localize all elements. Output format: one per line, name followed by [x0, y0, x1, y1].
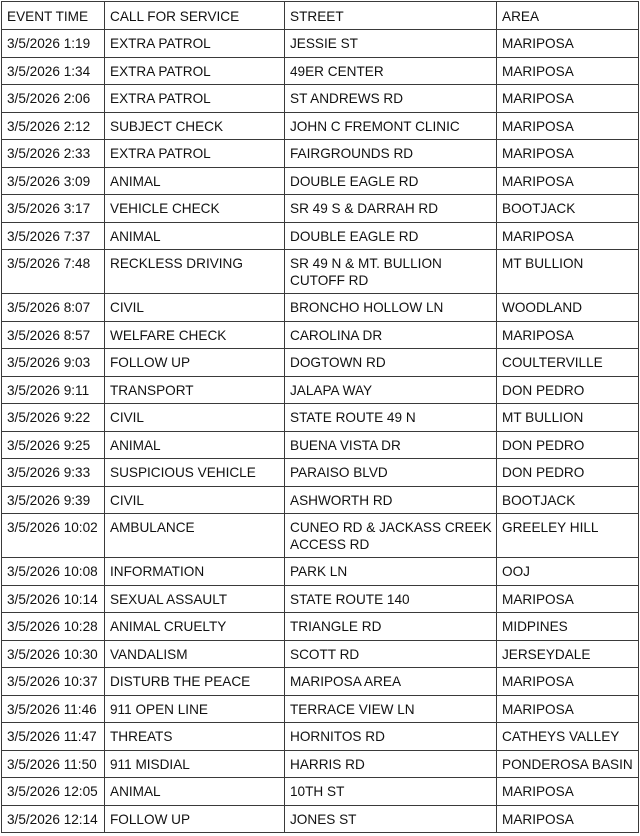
event-time-cell: 3/5/2026 9:25: [2, 431, 105, 459]
call-for-service-cell: ANIMAL: [105, 222, 285, 250]
street-cell: 49ER CENTER: [285, 57, 497, 85]
area-cell: PONDEROSA BASIN: [497, 750, 639, 778]
street-cell: CUNEO RD & JACKASS CREEK ACCESS RD: [285, 514, 497, 558]
call-for-service-cell: WELFARE CHECK: [105, 321, 285, 349]
table-row: [2, 459, 639, 487]
area-cell: COULTERVILLE: [497, 349, 639, 377]
street-cell: JESSIE ST: [285, 30, 497, 58]
call-for-service-cell: RECKLESS DRIVING: [105, 250, 285, 294]
street-cell: CAROLINA DR: [285, 321, 497, 349]
street-cell: TRIANGLE RD: [285, 613, 497, 641]
call-for-service-cell: EXTRA PATROL: [105, 30, 285, 58]
event-time-cell: 3/5/2026 10:28: [2, 613, 105, 641]
area-cell: MARIPOSA: [497, 585, 639, 613]
call-log-table: [1, 1, 639, 833]
header-street: STREET: [285, 2, 497, 30]
event-time-cell: 3/5/2026 1:34: [2, 57, 105, 85]
street-cell: SR 49 S & DARRAH RD: [285, 195, 497, 223]
event-time-cell: 3/5/2026 9:22: [2, 404, 105, 432]
area-cell: GREELEY HILL: [497, 514, 639, 558]
call-for-service-cell: ANIMAL: [105, 431, 285, 459]
street-cell: PARAISO BLVD: [285, 459, 497, 487]
table-row: [2, 613, 639, 641]
call-for-service-cell: 911 OPEN LINE: [105, 695, 285, 723]
area-cell: MARIPOSA: [497, 805, 639, 833]
area-cell: MARIPOSA: [497, 668, 639, 696]
table-row: [2, 668, 639, 696]
call-for-service-cell: SEXUAL ASSAULT: [105, 585, 285, 613]
table-row: [2, 349, 639, 377]
area-cell: OOJ: [497, 558, 639, 586]
table-row: [2, 30, 639, 58]
table-row: [2, 376, 639, 404]
area-cell: MIDPINES: [497, 613, 639, 641]
event-time-cell: 3/5/2026 10:14: [2, 585, 105, 613]
table-header: [2, 2, 639, 30]
call-for-service-cell: VANDALISM: [105, 640, 285, 668]
street-cell: ST ANDREWS RD: [285, 85, 497, 113]
street-cell: STATE ROUTE 49 N: [285, 404, 497, 432]
area-cell: JERSEYDALE: [497, 640, 639, 668]
street-cell: SCOTT RD: [285, 640, 497, 668]
area-cell: MARIPOSA: [497, 778, 639, 806]
table-row: [2, 778, 639, 806]
area-cell: MARIPOSA: [497, 321, 639, 349]
event-time-cell: 3/5/2026 7:48: [2, 250, 105, 294]
call-for-service-cell: EXTRA PATROL: [105, 140, 285, 168]
event-time-cell: 3/5/2026 12:05: [2, 778, 105, 806]
call-for-service-cell: 911 MISDIAL: [105, 750, 285, 778]
area-cell: WOODLAND: [497, 294, 639, 322]
table-row: [2, 195, 639, 223]
call-for-service-cell: FOLLOW UP: [105, 805, 285, 833]
event-time-cell: 3/5/2026 3:09: [2, 167, 105, 195]
event-time-cell: 3/5/2026 8:07: [2, 294, 105, 322]
call-for-service-cell: ANIMAL: [105, 778, 285, 806]
call-for-service-cell: SUBJECT CHECK: [105, 112, 285, 140]
call-for-service-cell: ANIMAL CRUELTY: [105, 613, 285, 641]
header-row: [2, 2, 639, 30]
street-cell: STATE ROUTE 140: [285, 585, 497, 613]
event-time-cell: 3/5/2026 10:37: [2, 668, 105, 696]
street-cell: JALAPA WAY: [285, 376, 497, 404]
table-row: [2, 404, 639, 432]
street-cell: HARRIS RD: [285, 750, 497, 778]
call-for-service-cell: VEHICLE CHECK: [105, 195, 285, 223]
call-for-service-cell: CIVIL: [105, 486, 285, 514]
event-time-cell: 3/5/2026 3:17: [2, 195, 105, 223]
area-cell: CATHEYS VALLEY: [497, 723, 639, 751]
area-cell: MT BULLION: [497, 250, 639, 294]
table-row: [2, 222, 639, 250]
area-cell: MARIPOSA: [497, 85, 639, 113]
event-time-cell: 3/5/2026 11:47: [2, 723, 105, 751]
header-event-time: EVENT TIME: [2, 2, 105, 30]
area-cell: MARIPOSA: [497, 140, 639, 168]
street-cell: DOGTOWN RD: [285, 349, 497, 377]
event-time-cell: 3/5/2026 11:46: [2, 695, 105, 723]
event-time-cell: 3/5/2026 10:02: [2, 514, 105, 558]
street-cell: PARK LN: [285, 558, 497, 586]
call-for-service-cell: INFORMATION: [105, 558, 285, 586]
street-cell: BUENA VISTA DR: [285, 431, 497, 459]
area-cell: MARIPOSA: [497, 30, 639, 58]
event-time-cell: 3/5/2026 7:37: [2, 222, 105, 250]
area-cell: MT BULLION: [497, 404, 639, 432]
area-cell: BOOTJACK: [497, 195, 639, 223]
table-row: [2, 250, 639, 294]
area-cell: MARIPOSA: [497, 112, 639, 140]
call-for-service-cell: ANIMAL: [105, 167, 285, 195]
event-time-cell: 3/5/2026 10:30: [2, 640, 105, 668]
street-cell: JONES ST: [285, 805, 497, 833]
header-area: AREA: [497, 2, 639, 30]
street-cell: ASHWORTH RD: [285, 486, 497, 514]
table-row: [2, 805, 639, 833]
table-row: [2, 294, 639, 322]
area-cell: DON PEDRO: [497, 431, 639, 459]
header-call-for-service: CALL FOR SERVICE: [105, 2, 285, 30]
call-for-service-cell: CIVIL: [105, 404, 285, 432]
call-for-service-cell: TRANSPORT: [105, 376, 285, 404]
table-row: [2, 112, 639, 140]
area-cell: DON PEDRO: [497, 459, 639, 487]
street-cell: FAIRGROUNDS RD: [285, 140, 497, 168]
street-cell: MARIPOSA AREA: [285, 668, 497, 696]
street-cell: DOUBLE EAGLE RD: [285, 222, 497, 250]
table-row: [2, 695, 639, 723]
table-row: [2, 167, 639, 195]
call-for-service-cell: FOLLOW UP: [105, 349, 285, 377]
event-time-cell: 3/5/2026 2:33: [2, 140, 105, 168]
table-row: [2, 514, 639, 558]
table-row: [2, 486, 639, 514]
street-cell: 10TH ST: [285, 778, 497, 806]
event-time-cell: 3/5/2026 12:14: [2, 805, 105, 833]
table-row: [2, 750, 639, 778]
call-for-service-cell: DISTURB THE PEACE: [105, 668, 285, 696]
area-cell: MARIPOSA: [497, 222, 639, 250]
table-row: [2, 140, 639, 168]
street-cell: BRONCHO HOLLOW LN: [285, 294, 497, 322]
area-cell: MARIPOSA: [497, 167, 639, 195]
event-time-cell: 3/5/2026 9:39: [2, 486, 105, 514]
event-time-cell: 3/5/2026 2:06: [2, 85, 105, 113]
table-row: [2, 57, 639, 85]
table-row: [2, 585, 639, 613]
street-cell: DOUBLE EAGLE RD: [285, 167, 497, 195]
street-cell: JOHN C FREMONT CLINIC: [285, 112, 497, 140]
table-row: [2, 85, 639, 113]
event-time-cell: 3/5/2026 11:50: [2, 750, 105, 778]
event-time-cell: 3/5/2026 9:11: [2, 376, 105, 404]
call-for-service-cell: CIVIL: [105, 294, 285, 322]
table-body: [2, 30, 639, 833]
area-cell: BOOTJACK: [497, 486, 639, 514]
area-cell: DON PEDRO: [497, 376, 639, 404]
table-row: [2, 640, 639, 668]
call-for-service-cell: SUSPICIOUS VEHICLE: [105, 459, 285, 487]
table-row: [2, 321, 639, 349]
street-cell: HORNITOS RD: [285, 723, 497, 751]
area-cell: MARIPOSA: [497, 695, 639, 723]
call-for-service-cell: EXTRA PATROL: [105, 85, 285, 113]
street-cell: TERRACE VIEW LN: [285, 695, 497, 723]
call-for-service-cell: EXTRA PATROL: [105, 57, 285, 85]
event-time-cell: 3/5/2026 2:12: [2, 112, 105, 140]
call-for-service-cell: THREATS: [105, 723, 285, 751]
event-time-cell: 3/5/2026 1:19: [2, 30, 105, 58]
event-time-cell: 3/5/2026 9:33: [2, 459, 105, 487]
table-row: [2, 558, 639, 586]
event-time-cell: 3/5/2026 8:57: [2, 321, 105, 349]
area-cell: MARIPOSA: [497, 57, 639, 85]
table-row: [2, 723, 639, 751]
table-row: [2, 431, 639, 459]
call-for-service-cell: AMBULANCE: [105, 514, 285, 558]
event-time-cell: 3/5/2026 9:03: [2, 349, 105, 377]
event-time-cell: 3/5/2026 10:08: [2, 558, 105, 586]
street-cell: SR 49 N & MT. BULLION CUTOFF RD: [285, 250, 497, 294]
